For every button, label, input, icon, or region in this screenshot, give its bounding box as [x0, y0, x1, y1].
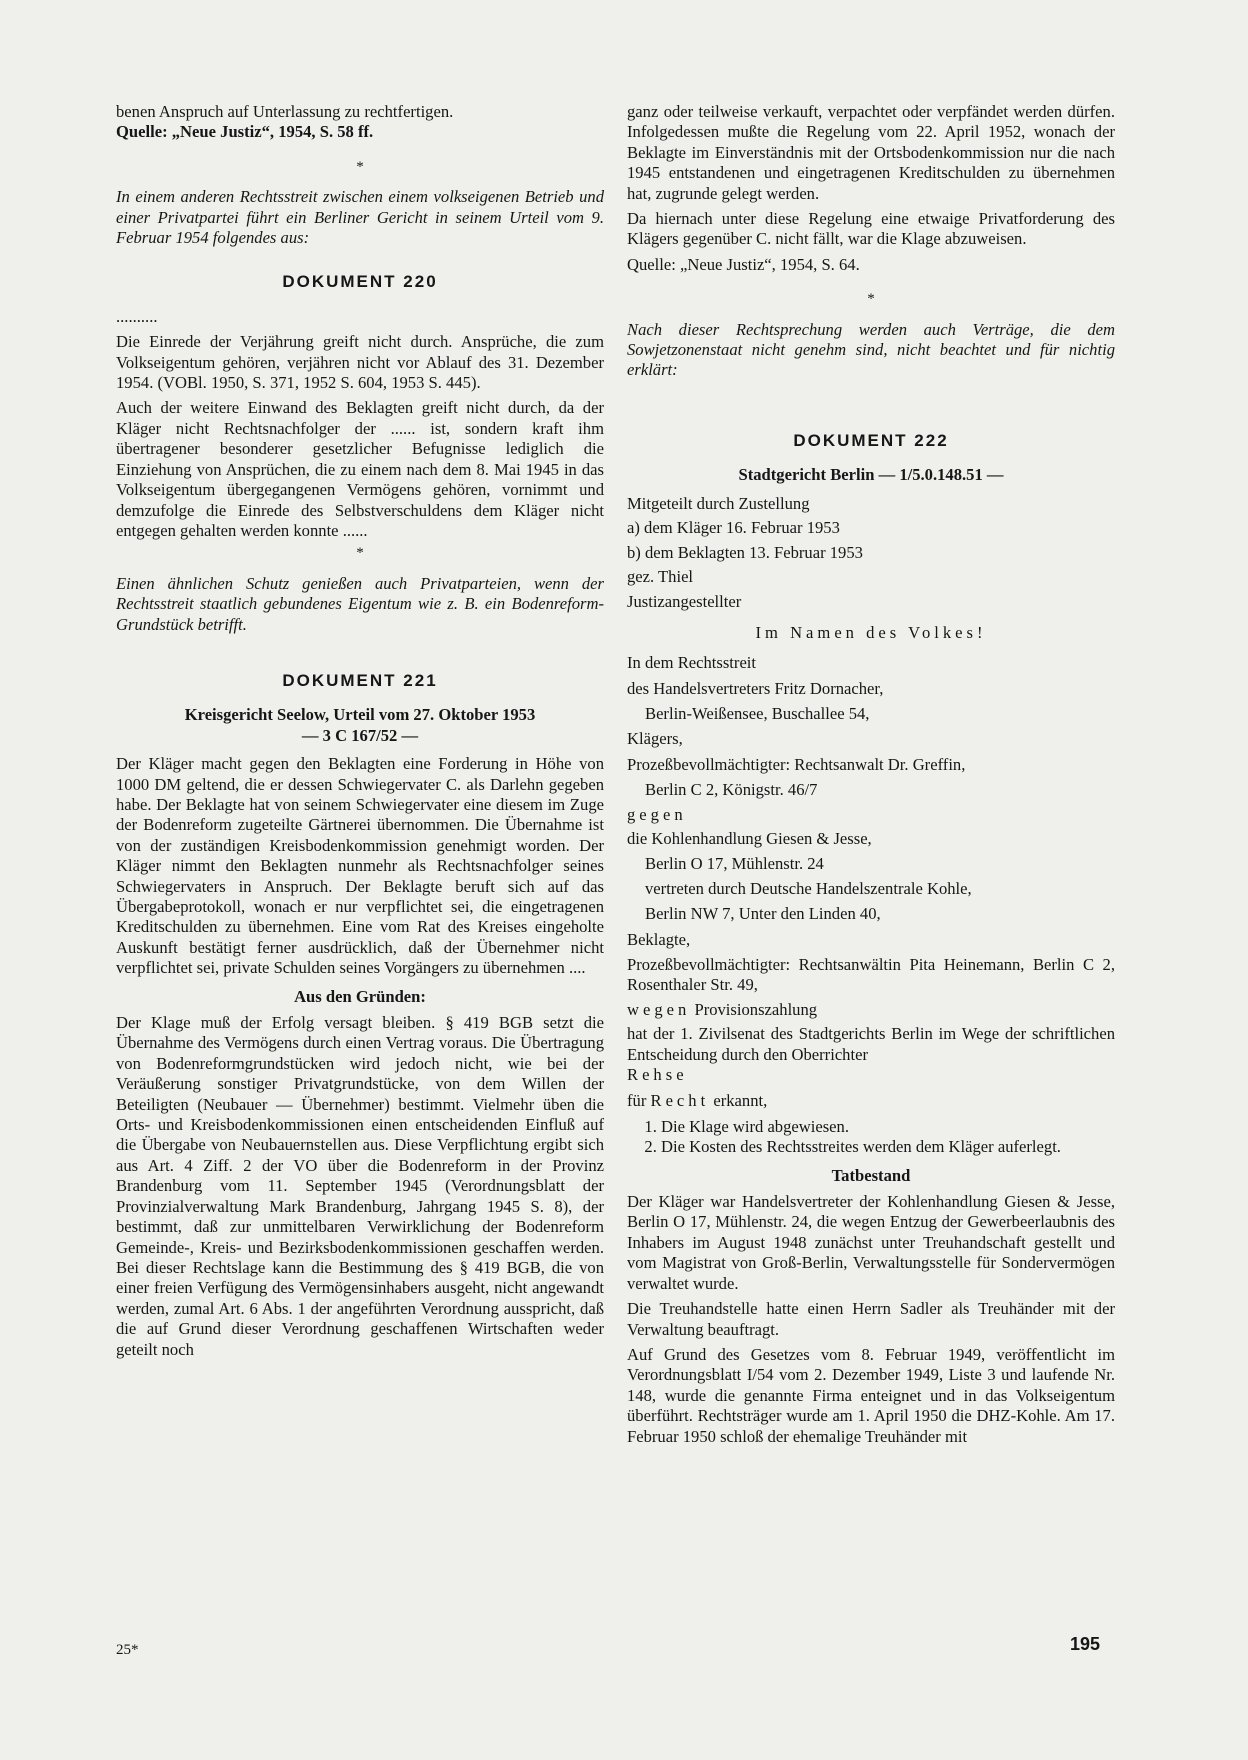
- party-role: Beklagte,: [627, 929, 691, 949]
- party-line: die Kohlenhandlung Giesen & Jesse,: [627, 828, 872, 848]
- subject-label: wegen: [627, 999, 691, 1019]
- verdict-item: 2. Die Kosten des Rechtsstreites werden dem Kläger auferlegt.: [661, 1137, 1115, 1157]
- separator-star: *: [867, 291, 875, 308]
- verdict-list: [627, 1117, 1115, 1158]
- party-line: Berlin-Weißensee, Buschallee 54,: [645, 703, 870, 723]
- subject-line: [627, 1000, 1115, 1020]
- verdict-prefix: für: [627, 1091, 651, 1111]
- source-citation: Quelle: „Neue Justiz“, 1954, S. 58 ff.: [116, 122, 374, 142]
- court-reference: Kreisgericht Seelow, Urteil vom 27. Oktober 1953: [184, 705, 536, 725]
- paragraph: Die Treuhandstelle hatte einen Herrn Sadler als Treuhänder mit der Verwaltung beauftragt.: [627, 1299, 1115, 1339]
- paragraph: Der Klage muß der Erfolg versagt bleiben. § 419 BGB setzt die Übernahme des Vermögens durch einen Vertrag voraus. Die Übertragung von Bodenreformgrundstücken wird jedoch nicht, wie bei der Veräußerung sonstiger Privatgrundstücke, von dem Willen der Beteiligten (Neubauer — Übernehmer) bestimmt. Vielmehr üben die Orts- und Kreisbodenkommissionen einen entscheidenden Einfluß auf die Übergabe von Neubauernstellen aus. Diese Verpflichtung ergibt sich aus Art. 4 Ziff. 2 der VO über die Bodenreform in der Provinz Brandenburg vom 11. September 1945 (Verordnungsblatt der Provinzialverwaltung Mark Brandenburg, Jahrgang 1945 S. 8), der bestimmt, daß zur unmittelbaren Verwirklichung der Bodenreform Gemeinde-, Kreis- und Bezirksbodenkommissionen geschaffen werden. Bei dieser Rechtslage kann die Bestimmung des § 419 BGB, die von einer freien Verfügung des Vermögensinhabers ausgeht, nicht angewandt werden, zumal Art. 6 Abs. 1 der angeführten Verordnung ausspricht, daß die auf Grund dieser Verordnung geschaffenen Wirtschaften weder geteilt noch: [116, 1013, 604, 1359]
- section-heading: Tatbestand: [831, 1165, 911, 1185]
- left-column: [116, 102, 604, 1360]
- ellipsis: ..........: [116, 306, 158, 326]
- paragraph: Der Kläger war Handelsvertreter der Kohlenhandlung Giesen & Jesse, Berlin O 17, Mühlenstr. 24, die wegen Entzug der Gewerbeerlaubnis des Inhabers im August 1948 zunächst unter Treuhandschaft gestellt und vom Magistrat von Groß-Berlin, Verwaltungsstelle für Sondervermögen verwaltet wurde.: [627, 1192, 1115, 1293]
- paragraph: Auf Grund des Gesetzes vom 8. Februar 1949, veröffentlicht im Verordnungsblatt I/54 vom 2. Dezember 1949, Liste 3 und laufende Nr. 148, wurde die genannte Firma enteignet und in das Volkseigentum überführt. Rechtsträger wurde am 1. April 1950 die DHZ-Kohle. Am 17. Februar 1950 schloß der ehemalige Treuhänder mit: [627, 1344, 1115, 1446]
- verdict-suffix: erkannt,: [709, 1091, 768, 1111]
- page-number: 195: [1070, 1634, 1101, 1654]
- paragraph: Die Einrede der Verjährung greift nicht durch. Ansprüche, die zum Volkseigentum gehören, verjähren nicht vor Ablauf des 31. Dezember 1954. (VOBl. 1950, S. 371, 1952 S. 604, 1953 S. 445).: [116, 332, 604, 393]
- court-reference: Stadtgericht Berlin — 1/5.0.148.51 —: [738, 465, 1004, 485]
- party-line: des Handelsvertreters Fritz Dornacher,: [627, 678, 884, 698]
- subject-text: Provisionszahlung: [690, 999, 818, 1019]
- verdict-line: [627, 1091, 1115, 1111]
- party-line: In dem Rechtsstreit: [627, 653, 757, 673]
- counsel-line: Prozeßbevollmächtigter: Rechtsanwältin Pita Heinemann, Berlin C 2, Rosenthaler Str. 49,: [627, 955, 1115, 995]
- party-role: Klägers,: [627, 729, 683, 749]
- paragraph: hat der 1. Zivilsenat des Stadtgerichts Berlin im Wege der schriftlichen Entscheidung durch den Oberrichter: [627, 1024, 1115, 1064]
- party-line: Berlin O 17, Mühlenstr. 24: [645, 854, 824, 874]
- service-item: a) dem Kläger 16. Februar 1953: [627, 518, 840, 538]
- party-line: vertreten durch Deutsche Handelszentrale Kohle,: [645, 878, 972, 898]
- paragraph: benen Anspruch auf Unterlassung zu rechtfertigen.: [116, 102, 454, 121]
- counsel-line: Prozeßbevollmächtigter: Rechtsanwalt Dr. Greffin,: [627, 754, 966, 774]
- verdict-formula: Im Namen des Volkes!: [755, 622, 987, 642]
- paragraph: Da hiernach unter diese Regelung eine etwaige Privatforderung des Klägers gegenüber C. nicht fällt, war die Klage abzuweisen.: [627, 209, 1115, 249]
- section-heading: Aus den Gründen:: [294, 986, 426, 1006]
- counsel-line: Berlin C 2, Königstr. 46/7: [645, 780, 818, 800]
- paragraph: ganz oder teilweise verkauft, verpachtet oder verpfändet werden dürfen. Infolgedessen mußte die Regelung vom 22. April 1952, wonach der Beklagte im Einverständnis mit der Ortsbodenkommission nur die nach 1945 entstandenen und eingetragenen Kreditschulden zu übernehmen hat, zugrunde gelegt werden.: [627, 102, 1115, 203]
- document-heading: DOKUMENT 221: [282, 670, 438, 690]
- party-separator: gegen: [627, 804, 687, 824]
- editorial-intro: Nach dieser Rechtsprechung werden auch Verträge, die dem Sowjetzonenstaat nicht genehm sind, nicht beachtet und für nichtig erklärt:: [627, 319, 1115, 380]
- verdict-word: Recht: [650, 1091, 710, 1111]
- service-item: b) dem Beklagten 13. Februar 1953: [627, 542, 863, 562]
- paragraph: Der Kläger macht gegen den Beklagten eine Forderung in Höhe von 1000 DM geltend, die er dessen Schwiegervater C. als Darlehn gegeben habe. Der Beklagte hat von seinem Schwiegervater eine diesem im Zuge der Bodenreform zugeteilte Gärtnerei übernommen. Die Übernahme ist von der zuständigen Kreisbodenkommission genehmigt worden. Der Kläger nimmt den Beklagten nunmehr als Rechtsnachfolger seines Schwiegervaters in Anspruch. Der Beklagte beruft sich auf das Übergabeprotokoll, wonach er nur verpflichtet sei, die eingetragenen Kreditschulden zu übernehmen. Eine vom Rat des Kreises eingeholte Auskunft bestätigt ferner ausdrücklich, daß der Übernehmer nicht verpflichtet sei, private Schulden seines Vorgängers zu übernehmen ....: [116, 754, 604, 978]
- signature-name: gez. Thiel: [627, 566, 694, 586]
- editorial-intro: Einen ähnlichen Schutz genießen auch Privatparteien, wenn der Rechtsstreit staatlich gebundenes Eigentum wie z. B. ein Bodenreform-Grundstück betrifft.: [116, 573, 604, 634]
- case-number: — 3 C 167/52 —: [301, 725, 419, 745]
- signature-title: Justizangestellter: [627, 592, 742, 612]
- judge-name: Rehse: [627, 1065, 688, 1085]
- signature-mark: 25*: [116, 1642, 139, 1658]
- separator-star: *: [356, 158, 364, 175]
- paragraph: Auch der weitere Einwand des Beklagten greift nicht durch, da der Kläger nicht Rechtsnachfolger der ...... ist, sondern kraft ihm übertragener besonderer gesetzlicher Befugnisse lediglich die Einziehung von Ansprüchen, die zu einem nach dem 8. Mai 1945 in das Volkseigentum übergegangenen Vermögens gehören, vornimmt und demzufolge die Einrede des Selbstverschuldens dem Kläger nicht entgegen gehalten werden konnte ......: [116, 398, 604, 540]
- document-heading: DOKUMENT 220: [282, 272, 438, 292]
- verdict-item: 1. Die Klage wird abgewiesen.: [661, 1117, 1115, 1137]
- service-note: Mitgeteilt durch Zustellung: [627, 493, 810, 513]
- source-citation: Quelle: „Neue Justiz“, 1954, S. 64.: [627, 254, 860, 274]
- right-column: [627, 102, 1115, 1447]
- editorial-intro: In einem anderen Rechtsstreit zwischen einem volkseigenen Betrieb und einer Privatpartei führt ein Berliner Gericht in seinem Urteil vom 9. Februar 1954 folgendes aus:: [116, 187, 604, 248]
- separator-star: *: [356, 545, 364, 562]
- party-line: Berlin NW 7, Unter den Linden 40,: [645, 904, 881, 924]
- document-heading: DOKUMENT 222: [793, 430, 949, 450]
